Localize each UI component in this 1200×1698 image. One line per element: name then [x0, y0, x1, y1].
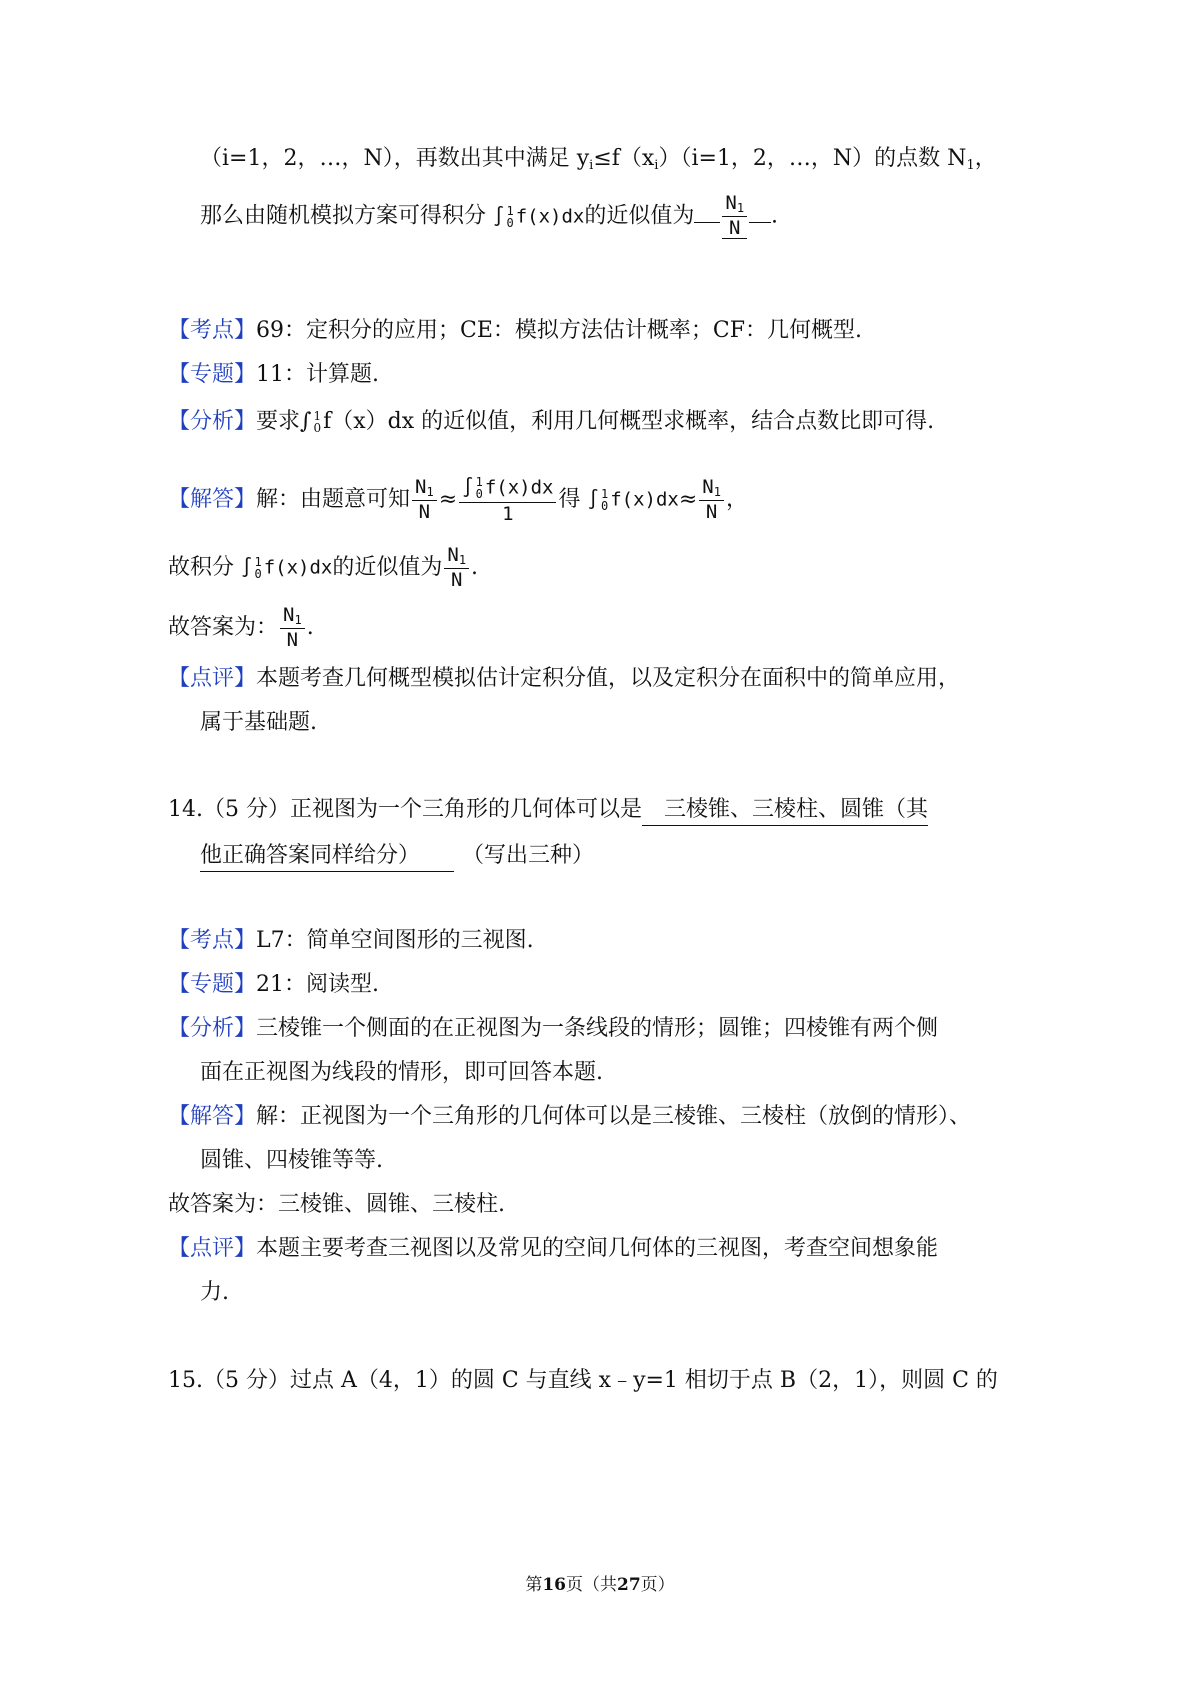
integral-expression-2: ∫ 1 0 f(x)dx — [587, 487, 679, 513]
q14-kaodian: 【考点】L7：简单空间图形的三视图. — [168, 928, 534, 953]
q13-dianping-1: 【点评】本题考查几何概型模拟估计定积分值，以及定积分在面积中的简单应用， — [168, 666, 961, 691]
q15-stem: 15.（5 分）过点 A（4，1）的圆 C 与直线 x﹣y=1 相切于点 B（2，1），则圆 C 的 — [168, 1368, 998, 1393]
q14-fenxi-2: 面在正视图为线段的情形，即可回答本题. — [200, 1060, 603, 1085]
total-page-number: 27 — [617, 1575, 641, 1595]
q13-cont-line1: （i=1，2，…，N），再数出其中满足 $y_i\le f(x_i)(i=1$，2，…，N）的点数 $N_1$， — [200, 146, 997, 173]
q14-jieda-2: 圆锥、四棱锥等等. — [200, 1148, 383, 1173]
q14-dianping-1: 【点评】本题主要考查三视图以及常见的空间几何体的三视图，考查空间想象能 — [168, 1236, 939, 1261]
fraction-n1-n-2: $\frac{N1}{N}$ — [699, 478, 724, 522]
q13-fenxi: 【分析】要求∫ 1 0f（x）dx 的近似值，利用几何概型求概率，结合点数比即可得. — [168, 409, 935, 435]
page-footer: 第16页（共27页） — [525, 1575, 675, 1595]
q14-stem-2: 他正确答案同样给分） （写出三种） — [200, 845, 594, 867]
current-page-number: 16 — [542, 1575, 566, 1595]
q13-gu1: 故积分 ∫ 1 0 f(x)dx的近似值为 $\frac{N1}{N}$ . — [168, 544, 479, 591]
q13-cont-line2: 那么由随机模拟方案可得积分 ∫ 1 0 f(x)dx的近似值为 $\frac{N1}{N}$ . — [200, 192, 779, 239]
q14-jieda-1: 【解答】解：正视图为一个三角形的几何体可以是三棱锥、三棱柱（放倒的情形）、 — [168, 1104, 972, 1129]
q14-stem-1: 14.（5 分）正视图为一个三角形的几何体可以是 三棱锥、三棱柱、圆锥（其 — [168, 799, 928, 821]
q14-fenxi-1: 【分析】三棱锥一个侧面的在正视图为一条线段的情形；圆锥；四棱锥有两个侧 — [168, 1016, 939, 1041]
q14-answer: 故答案为：三棱锥、圆锥、三棱柱. — [168, 1192, 505, 1217]
integral-expression: ∫ 1 0 f(x)dx — [493, 203, 585, 230]
answer-fraction: $\frac{N1}{N}$ — [722, 194, 747, 239]
q13-zhuanti: 【专题】11：计算题. — [168, 362, 380, 387]
q13-dianping-2: 属于基础题. — [200, 710, 317, 735]
q14-zhuanti: 【专题】21：阅读型. — [168, 972, 380, 997]
q13-gu2: 故答案为： $\frac{N1}{N}$ . — [168, 604, 314, 651]
fraction-n1-n: $\frac{N1}{N}$ — [412, 478, 437, 522]
q13-jieda: 【解答】解：由题意可知 $\frac{N1}{N}$ ≈ ∫ 1 0 f(x)dx 1 得 ∫ 1 0 f(x)dx≈ $\frac{N1}{N}$ ， — [168, 475, 748, 525]
q14-dianping-2: 力. — [200, 1280, 229, 1305]
fraction-integral-over-one: ∫ 1 0 f(x)dx 1 — [459, 476, 556, 524]
q13-kaodian: 【考点】69：定积分的应用；CE：模拟方法估计概率；CF：几何概型. — [168, 318, 862, 343]
